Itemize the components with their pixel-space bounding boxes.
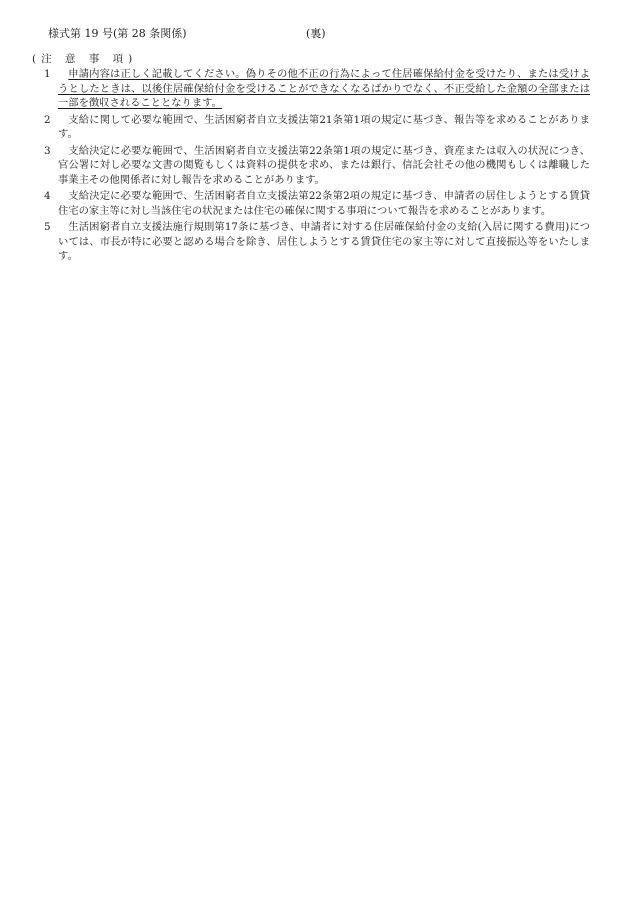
- notes-list: [44, 67, 590, 266]
- note-number: 5: [44, 221, 51, 233]
- form-number-label: 様式第 19 号(第 28 条関係): [48, 27, 187, 40]
- note-number: 4: [44, 190, 51, 202]
- note-item-4: [44, 189, 590, 218]
- note-item-2: [44, 113, 590, 142]
- note-text: 支給決定に必要な範囲で、生活困窮者自立支援法第22条第1項の規定に基づき、資産または収入の状況につき、官公署に対し必要な文書の閲覧もしくは資料の提供を求め、または銀行、信託会社その他の機関もしくは離職した事業主その他関係者に対し報告を求めることがあります。: [58, 144, 590, 186]
- note-item-1: [44, 67, 590, 111]
- note-item-3: [44, 144, 590, 188]
- note-item-5: [44, 220, 590, 264]
- note-number: 2: [44, 113, 51, 126]
- note-number: 1: [44, 68, 51, 80]
- note-text: 支給決定に必要な範囲で、生活困窮者自立支援法第22条第2項の規定に基づき、申請者の居住しようとする賃貸住宅の家主等に対し当該住宅の状況または住宅の確保に関する事項について報告を求めることがあります。: [58, 190, 590, 217]
- note-text: 生活困窮者自立支援法施行規則第17条に基づき、申請者に対する住居確保給付金の支給(入居に関する費用)については、市長が特に必要と認める場合を除き、居住しようとする賃貸住宅の家主等に対して直接振込等をいたします。: [58, 221, 590, 262]
- note-number: 3: [44, 144, 51, 157]
- note-text: 申請内容は正しく記載してください。偽りその他不正の行為によって住居確保給付金を受けたり、または受けようとしたときは、以後住居確保給付金を受けることができなくなるばかりでなく、不正受給した金額の全部または一部を徴収されることとなります。: [58, 68, 590, 109]
- reverse-side-label: (裏): [306, 27, 326, 40]
- note-text: 支給に関して必要な範囲で、生活困窮者自立支援法第21条第1項の規定に基づき、報告等を求めることがあります。: [58, 113, 590, 140]
- page-header: [48, 26, 590, 42]
- notes-heading: (注 意 事 項): [32, 53, 138, 65]
